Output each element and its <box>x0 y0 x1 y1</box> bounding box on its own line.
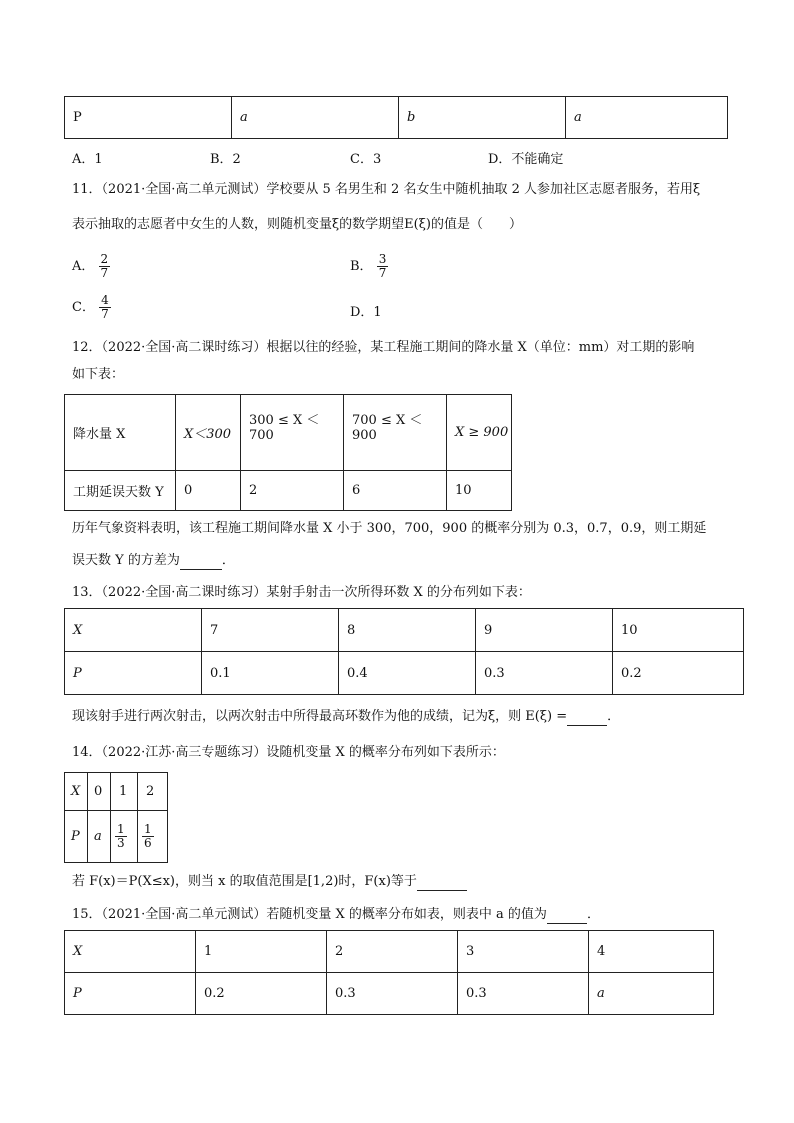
table-cell: a <box>232 97 399 139</box>
q10-option-c: C．3 <box>350 152 382 167</box>
numerator: 4 <box>101 293 109 307</box>
q14-after <box>72 873 467 891</box>
q11-option-b <box>350 253 388 280</box>
table-cell: 0.2 <box>196 973 327 1015</box>
table-cell: 3 <box>458 931 589 973</box>
table-cell: 0.4 <box>339 652 476 695</box>
table-cell: a <box>566 97 728 139</box>
table-cell: X <box>65 931 196 973</box>
table-cell: P <box>65 652 202 695</box>
table-cell: 4 <box>589 931 714 973</box>
q15-table <box>64 930 714 1015</box>
table-cell: b <box>399 97 566 139</box>
table-cell <box>138 811 168 863</box>
denominator: 7 <box>100 266 109 280</box>
q13-line1: 13．（2022·全国·高二课时练习）某射手射击一次所得环数 X 的分布列如下表： <box>72 585 531 600</box>
table-cell: 7 <box>202 609 339 652</box>
table-cell: 0.2 <box>613 652 744 695</box>
table-cell: 0 <box>176 471 241 511</box>
table-cell: 0.3 <box>458 973 589 1015</box>
answer-blank <box>417 876 467 891</box>
numerator: 2 <box>100 252 109 266</box>
table-cell: X <box>65 609 202 652</box>
table-cell: 1 <box>196 931 327 973</box>
text: 15．（2021·全国·高二单元测试）若随机变量 X 的概率分布如表，则表中 a 的值为 <box>72 907 547 922</box>
q14-line1: 14．（2022·江苏·高三专题练习）设随机变量 X 的概率分布列如下表所示： <box>72 745 505 760</box>
q11-option-a <box>72 253 110 280</box>
table-cell: P <box>65 97 232 139</box>
answer-blank <box>547 909 587 924</box>
fraction <box>99 253 111 280</box>
q10-table <box>64 96 728 139</box>
table-header-cell: 降水量 X <box>65 395 176 471</box>
answer-blank <box>567 711 607 726</box>
denominator: 7 <box>101 307 109 321</box>
option-label: B． <box>350 259 373 274</box>
fraction <box>115 823 127 850</box>
table-cell: P <box>65 973 196 1015</box>
q12-line1: 12．（2022·全国·高二课时练习）根据以往的经验，某工程施工期间的降水量 X（单位：mm）对工期的影响 <box>72 340 695 355</box>
table-cell: a <box>88 811 111 863</box>
q10-option-d: D．不能确定 <box>488 152 564 167</box>
q10-option-b: B．2 <box>210 152 241 167</box>
table-cell: 10 <box>447 471 512 511</box>
table-cell: 2 <box>138 773 168 811</box>
text: ． <box>607 709 621 724</box>
text: 现该射手进行两次射击，以两次射击中所得最高环数作为他的成绩，记为ξ，则 E(ξ) = <box>72 709 568 724</box>
q11-line1: 11．（2021·全国·高二单元测试）学校要从 5 名男生和 2 名女生中随机抽取 2 人参加社区志愿者服务，若用ξ <box>72 182 701 197</box>
numerator: 1 <box>117 822 125 836</box>
table-header-cell: X ≥ 900 <box>447 395 512 471</box>
text: ． <box>221 553 235 568</box>
text: 误天数 Y 的方差为 <box>72 553 180 568</box>
denominator: 6 <box>144 836 152 850</box>
text: 若 F(x)＝P(X≤x)，则当 x 的取值范围是[1,2)时，F(x)等于 <box>72 874 417 889</box>
q12-after2 <box>72 552 235 570</box>
option-label: A． <box>72 259 95 274</box>
q12-line2: 如下表： <box>72 367 125 382</box>
table-cell: 0 <box>88 773 111 811</box>
q12-after1: 历年气象资料表明，该工程施工期间降水量 X 小于 300，700，900 的概率分别为 0.3，0.7，0.9，则工期延 <box>72 521 707 536</box>
table-cell: X <box>65 773 88 811</box>
table-cell: a <box>589 973 714 1015</box>
table-cell: 工期延误天数 Y <box>65 471 176 511</box>
q13-table <box>64 608 744 695</box>
fraction <box>99 294 111 321</box>
table-header-cell: 700 ≤ X ＜900 <box>344 395 447 471</box>
q13-after <box>72 708 620 726</box>
table-cell: 10 <box>613 609 744 652</box>
text: ． <box>586 907 600 922</box>
table-cell: 9 <box>476 609 613 652</box>
fraction <box>377 253 389 280</box>
table-cell: 2 <box>241 471 344 511</box>
table-cell: 0.3 <box>327 973 458 1015</box>
denominator: 7 <box>378 266 387 280</box>
q11-option-d: D．1 <box>350 305 382 320</box>
table-cell: 0.1 <box>202 652 339 695</box>
answer-blank <box>180 555 222 570</box>
option-label: C． <box>72 300 95 315</box>
table-cell: 6 <box>344 471 447 511</box>
table-cell <box>111 811 138 863</box>
table-header-cell: X＜300 <box>176 395 241 471</box>
q10-option-a: A．1 <box>72 152 103 167</box>
table-header-cell: 300 ≤ X ＜700 <box>241 395 344 471</box>
table-cell: 8 <box>339 609 476 652</box>
fraction <box>142 823 154 850</box>
table-cell: P <box>65 811 88 863</box>
q11-option-c <box>72 294 111 321</box>
q14-table <box>64 772 168 863</box>
q11-line2: 表示抽取的志愿者中女生的人数，则随机变量ξ的数学期望E(ξ)的值是（ ） <box>72 217 522 232</box>
table-cell: 1 <box>111 773 138 811</box>
q15-line1 <box>72 906 600 924</box>
numerator: 3 <box>378 252 387 266</box>
q12-table <box>64 394 512 511</box>
denominator: 3 <box>117 836 125 850</box>
numerator: 1 <box>144 822 152 836</box>
table-cell: 2 <box>327 931 458 973</box>
table-cell: 0.3 <box>476 652 613 695</box>
